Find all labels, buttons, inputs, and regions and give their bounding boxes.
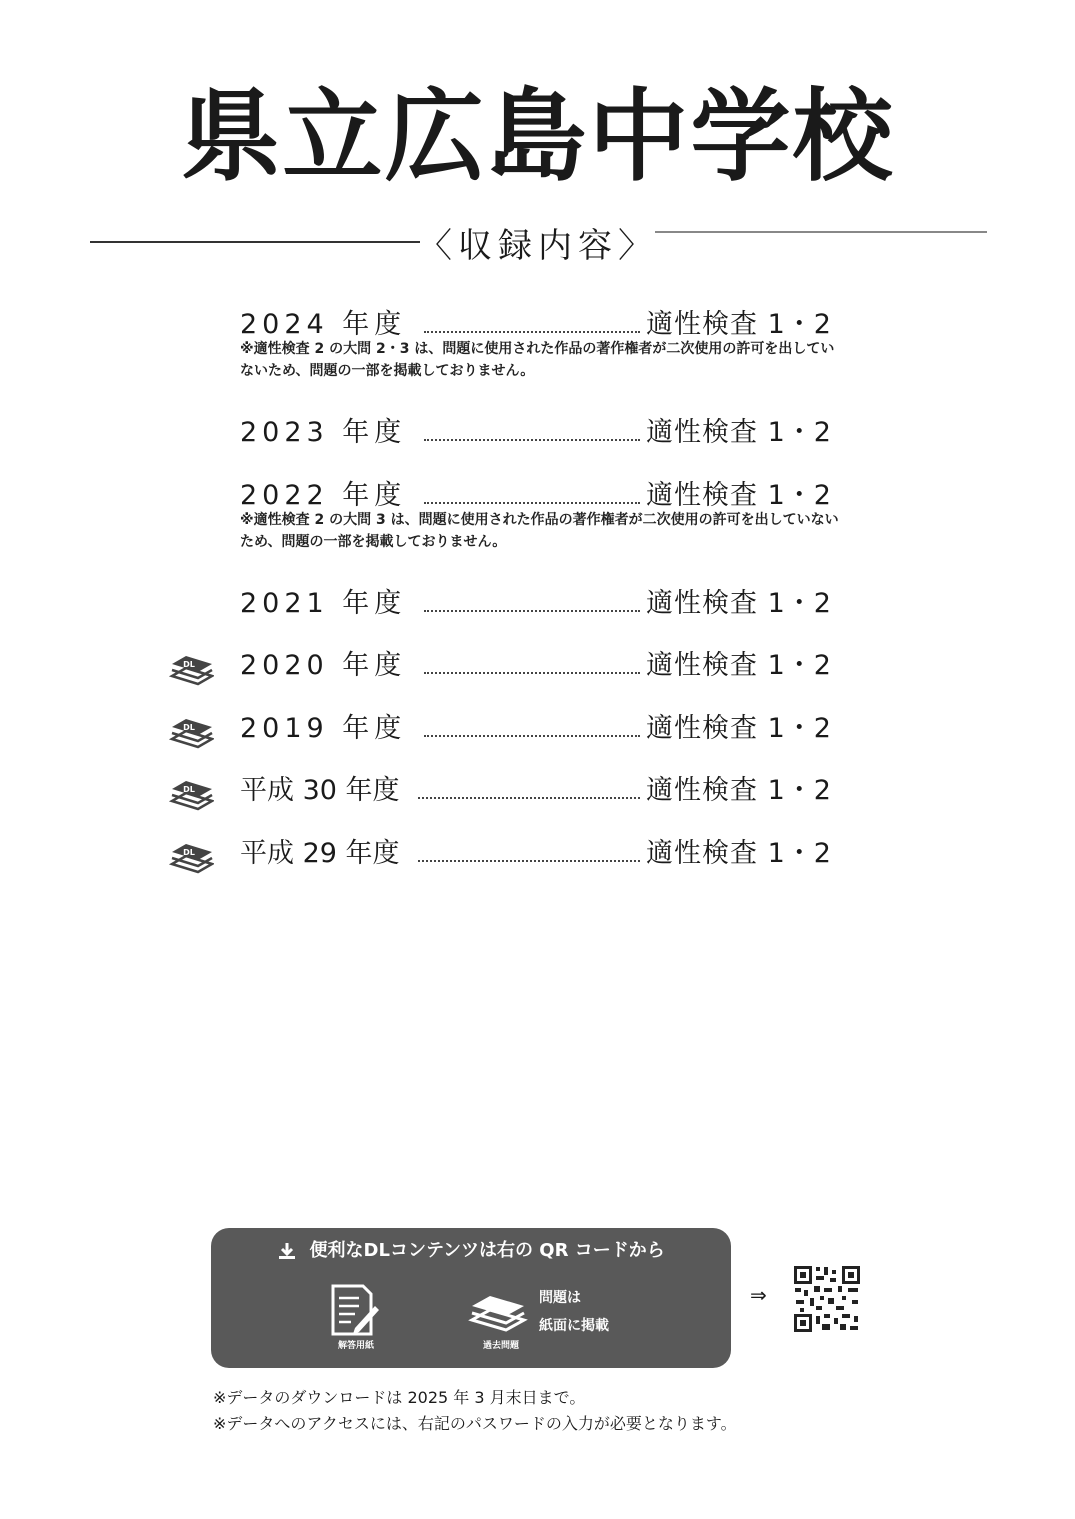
dl-book-icon — [168, 834, 214, 874]
dl-book-icon — [168, 646, 214, 686]
footnote-password: ※データへのアクセスには、右記のパスワードの入力が必要となります。 — [213, 1414, 737, 1433]
contents-entry — [240, 768, 832, 804]
entry-year: 2024 年度 — [240, 309, 407, 340]
entry-year: 2019 年度 — [240, 713, 407, 744]
dl-icon-text: DL — [183, 660, 195, 669]
contents-entry — [240, 831, 832, 867]
entry-content: 適性検査 1・2 — [646, 588, 832, 619]
dl-book-icon — [168, 709, 214, 749]
entry-year: 平成 29 年度 — [240, 838, 400, 869]
contents-entry — [240, 643, 832, 679]
entry-year: 2023 年度 — [240, 417, 407, 448]
entry-note: ※適性検査 2 の大問 2・3 は、問題に使用された作品の著作権者が二次使用の許可を出していないため、問題の一部を掲載しておりません。 — [240, 341, 835, 379]
past-exam-label: 過去問題 — [482, 1341, 519, 1351]
entry-content: 適性検査 1・2 — [646, 417, 832, 448]
dl-heading-text: 便利なDLコンテンツは右の QR コードから — [309, 1240, 665, 1261]
leader-dots — [424, 735, 640, 737]
leader-dots — [418, 797, 641, 799]
answer-sheet-icon — [329, 1282, 379, 1338]
entry-note: ※適性検査 2 の大問 3 は、問題に使用された作品の著作権者が二次使用の許可を出していないため、問題の一部を掲載しておりません。 — [240, 512, 839, 550]
contents-entry — [240, 473, 839, 553]
dl-content-box — [211, 1228, 731, 1368]
dl-heading — [211, 1236, 731, 1262]
leader-dots — [418, 860, 641, 862]
footnotes — [213, 1385, 737, 1437]
contents-entry — [240, 706, 832, 742]
subtitle-rule-right — [655, 231, 987, 233]
past-exam-book-icon — [468, 1282, 528, 1334]
entry-content: 適性検査 1・2 — [646, 713, 832, 744]
entry-year: 2022 年度 — [240, 480, 407, 511]
entry-content: 適性検査 1・2 — [646, 775, 832, 806]
page-title: 県立広島中学校 — [180, 78, 895, 195]
arrow-to-qr: ⇒ — [750, 1283, 767, 1307]
leader-dots — [424, 672, 640, 674]
entry-content: 適性検査 1・2 — [646, 838, 832, 869]
contents-entry — [240, 302, 835, 382]
leader-dots — [424, 502, 640, 504]
contents-subtitle: 〈収録内容〉 — [418, 226, 658, 266]
entry-content: 適性検査 1・2 — [646, 309, 832, 340]
paper-note-line1: 問題は — [539, 1290, 581, 1306]
dl-icon-text: DL — [183, 785, 195, 794]
leader-dots — [424, 439, 640, 441]
entry-year: 2021 年度 — [240, 588, 407, 619]
subtitle-rule-left — [90, 241, 420, 243]
footnote-download-deadline: ※データのダウンロードは 2025 年 3 月末日まで。 — [213, 1388, 586, 1407]
leader-dots — [424, 610, 640, 612]
dl-icon-text: DL — [183, 848, 195, 857]
paper-note — [539, 1284, 609, 1340]
answer-sheet-label: 解答用紙 — [337, 1341, 374, 1351]
entry-content: 適性検査 1・2 — [646, 650, 832, 681]
entry-year: 2020 年度 — [240, 650, 407, 681]
contents-entry — [240, 410, 832, 446]
download-icon — [277, 1241, 297, 1261]
contents-entry — [240, 581, 832, 617]
qr-code[interactable] — [792, 1264, 862, 1334]
paper-note-line2: 紙面に掲載 — [539, 1318, 609, 1334]
entry-year: 平成 30 年度 — [240, 775, 400, 806]
dl-book-icon — [168, 771, 214, 811]
entry-content: 適性検査 1・2 — [646, 480, 832, 511]
dl-icon-text: DL — [183, 723, 195, 732]
leader-dots — [424, 331, 640, 333]
